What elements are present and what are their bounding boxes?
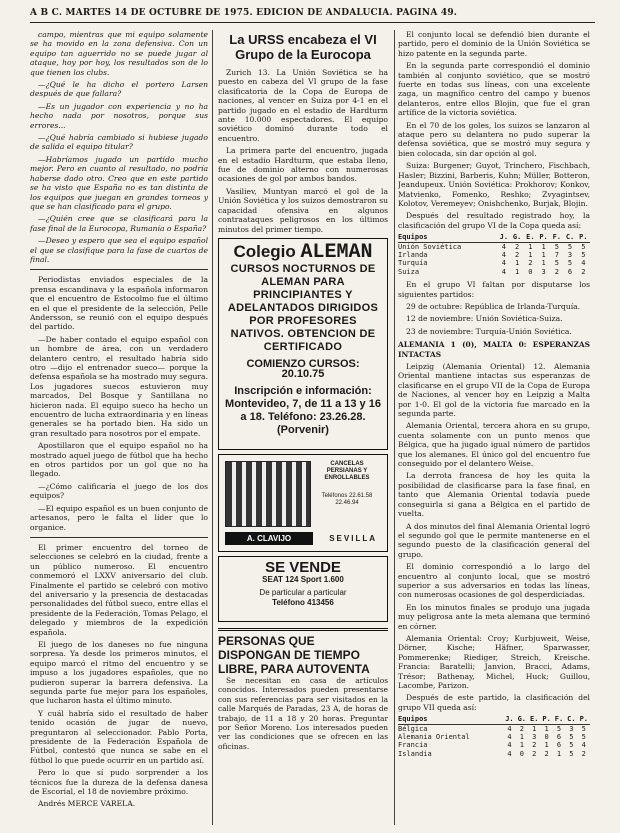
table-cell: 1 [532, 724, 537, 733]
article-paragraph: —De haber contado el equipo español con un hombre de área, con un verdadero delantero centro, el resultado habría sido otro —dijo el entrenador sueco— porque la defensa española se ha mostrado muy segura. Los jugadores suecos estuvieron muy marcados, Del Bosque y Santillana no hicieron nada. El equipo sueco ha hecho un encuentro de lucha extraordinaria y en líneas generales se ha portado bien. Ha sido un gran resultado para nosotros por el empate. [30, 334, 208, 438]
column-header: J. [505, 715, 514, 724]
table-row [398, 741, 590, 749]
article-paragraph: El conjunto local se defendió bien durante el partido, pero el dominio de la Unión Soviética se hizo patente en la segunda parte. [398, 30, 590, 58]
column-header: P. [542, 715, 551, 724]
article-paragraph: Y cuál habría sido el resultado de haber tenido ocasión de jugar de nuevo, preguntaron al seleccionador. Pablo Porta, presidente de la Federación Española de Fútbol, contestó que nunca se sabe en el fútbol lo que puede ocurrir en un partido así. [30, 708, 208, 765]
table-cell: 2 [554, 267, 559, 276]
article-paragraph: En la segunda parte correspondió el dominio también al conjunto soviético, que se mostró fuerte en todas sus líneas, con una excelente zaga, un magnífico centro del campo y buenos delanteros, entre ellos Blojin, que fue el gran artífice de la victoria soviética. [398, 61, 590, 118]
team-name: Francia [398, 741, 428, 750]
ad-phone: Teléfono 413456 [272, 598, 334, 608]
table-cell: 2 [514, 250, 520, 259]
article-subhead: ALEMANIA 1 (0), MALTA 0: ESPERANZAS INTACTAS [398, 340, 590, 359]
table-cell: 1 [519, 741, 524, 750]
table-cell: 5 [581, 250, 586, 259]
table-cell: 4 [501, 267, 506, 276]
table-cell: 5 [567, 259, 573, 268]
table-cell: 4 [507, 733, 512, 742]
column-divider-1 [212, 30, 213, 825]
column-header: F. [550, 233, 563, 242]
table-row [398, 724, 590, 733]
se-vende-ad [218, 556, 388, 622]
table-cell: 6 [556, 733, 562, 742]
team-name: Turquía [398, 259, 428, 268]
table-cell: 2 [581, 749, 586, 758]
team-name: Alemania Oriental [398, 733, 470, 742]
column-header: P. [537, 233, 550, 242]
column-header: F. [554, 715, 564, 724]
column-header: C. [567, 715, 576, 724]
article-paragraph: —¿Cómo calificaría el juego de los dos equipos? [30, 481, 208, 501]
column-header: G. [510, 233, 523, 242]
ad-model: SEAT 124 Sport 1.600 [262, 575, 344, 585]
article-paragraph: En el 70 de los goles, los suizos se lanzaron al ataque pero su delantera no pudo superar la defensa soviética, que se mostró muy segura y bien colocada, sin dar opción al gol. [398, 120, 590, 158]
table-cell: 1 [528, 242, 533, 251]
column-header: P. [579, 715, 588, 724]
table-row [398, 242, 590, 251]
team-alignments: Alemania Oriental: Croy; Kurbjuweit, Weise, Dörner, Kische; Häfner, Sparwasser, Pommerenke; Riediger, Streich, Kreische. Francia: Baratelli; Janvion, Bracci, Adams, Trésor; Bathenay, Michel, Huck; Guillou, Lacombe, Parizon. [398, 633, 590, 690]
table-row [398, 259, 590, 267]
table-cell: 5 [554, 242, 559, 251]
article-paragraph: —El equipo español es un buen conjunto de artesanos, pero le falta el líder que lo organice. [30, 503, 208, 532]
article-paragraph: Leipzig (Alemania Oriental) 12. Alemania Oriental mantiene intactas sus esperanzas de clasificarse en el grupo VII de la Copa de Europa de Naciones, al vencer hoy en Leipzig a Malta por 1-0. El gol de la victoria fue marcado en la segunda parte. [398, 362, 590, 419]
article-paragraph: El primer encuentro del torneo de selecciones se celebró en la ciudad, frente a un público numeroso. El encuentro conmemoró el LXXV aniversario del club. Finalmente el partido se celebró con motivo del aniversario y la presencia de destacadas personalidades del fútbol sueco, entre ellas el presidente de la Federación, Tomas Pelago, el delegado y miembros de la expedición española. [30, 542, 208, 637]
table-cell: 2 [532, 741, 537, 750]
table-cell: 1 [541, 242, 546, 251]
article-paragraph: campo, mientras que mi equipo solamente se ha movido en la zona defensiva. Con un equipo tan aguerrido no se puede jugar al ataque, hoy por hoy, los resultados son de lo que tienen los clubs. [30, 30, 208, 77]
ad-title: SE VENDE [265, 558, 341, 576]
column-header: E. [529, 715, 539, 724]
table-cell: 4 [501, 242, 506, 251]
article-paragraph: —Deseo y espero que sea el equipo español el que se clasifique para la fase de cuartos de final. [30, 236, 208, 264]
table-cell: 1 [514, 267, 520, 276]
fixture-item: 23 de noviembre: Turquía-Unión Soviética. [406, 326, 572, 336]
team-name: Bélgica [398, 724, 428, 733]
ad-phone: Teléfonos 22.61.58 22.46.94 [321, 492, 373, 506]
header-rule [30, 22, 595, 23]
personas-ad [218, 628, 388, 751]
table-cell: 2 [514, 242, 520, 251]
table-cell: 1 [544, 741, 549, 750]
table-cell: 5 [556, 724, 562, 733]
table-row [398, 750, 590, 758]
table-header-row [398, 233, 590, 242]
article-paragraph: Apostillaron que el equipo español no ha mostrado aquel juego de fútbol que ha hecho en otros partidos por un gol que no ha llegado. [30, 441, 208, 479]
middle-column [218, 30, 388, 830]
column-header: Equipos [398, 715, 503, 724]
article-paragraph: En los minutos finales se produjo una jugada muy peligrosa ante la meta alemana que terminó en córner. [398, 602, 590, 631]
fixtures-intro: En el grupo VI faltan por disputarse los siguientes partidos: [398, 280, 590, 299]
article-paragraph: —¿Qué le ha dicho el portero Larsen después de que fallara? [30, 80, 208, 99]
table-cell: 6 [567, 267, 573, 276]
page-header: A B C. MARTES 14 DE OCTUBRE DE 1975. EDICION DE ANDALUCIA. PAGINA 49. [30, 8, 458, 18]
table-row [398, 733, 590, 741]
table-cell: 1 [544, 724, 549, 733]
column-header: J. [497, 233, 510, 242]
table-cell: 2 [528, 259, 533, 268]
team-name: Islandia [398, 749, 432, 758]
article-paragraph: —¿Quién cree que se clasificará para la fase final de la Eurocopa, Rumanía o España? [30, 214, 208, 233]
column-header: Equipos [398, 233, 497, 242]
table-row [398, 268, 590, 276]
table-cell: 2 [581, 267, 586, 276]
article-byline: Andrés MERCE VARELA. [38, 799, 136, 809]
standings-intro: Después de este partido, la clasificación del grupo VII queda así: [398, 693, 590, 712]
article-paragraph: —Es un jugador con experiencia y no ha hecho nada por nosotros, porque sus errores... [30, 101, 208, 130]
ad-headline: PERSONAS QUE DISPONGAN DE TIEMPO LIBRE, PARA AUTOVENTA [218, 633, 370, 676]
table-row [398, 251, 590, 259]
table-cell: 1 [519, 733, 524, 742]
table-cell: 2 [519, 724, 524, 733]
table-cell: 3 [541, 267, 546, 276]
ad-brand: A. CLAVIJO [225, 532, 313, 545]
table-cell: 4 [507, 724, 512, 733]
article-paragraph: Pero lo que sí pudo sorprender a los técnicos fue la dureza de la defensa danesa de Escorial, el 18 de noviembre próximo. [30, 768, 208, 797]
table-cell: 5 [569, 741, 574, 750]
column-header: C. [563, 233, 576, 242]
table-cell: 4 [501, 259, 506, 268]
table-cell: 5 [567, 242, 573, 251]
table-cell: 5 [554, 259, 559, 268]
section-divider [30, 537, 208, 538]
team-name: Suiza [398, 267, 420, 276]
fixture-item: 12 de noviembre: Unión Soviética-Suiza. [406, 314, 563, 324]
table-header-row [398, 715, 590, 724]
table-cell: 1 [541, 259, 546, 268]
article-paragraph: —¿Qué habría cambiado si hubiese jugado de salida el equipo titular? [30, 133, 208, 152]
table-cell: 0 [528, 267, 533, 276]
column-divider-2 [394, 30, 395, 825]
table-cell: 5 [569, 749, 574, 758]
standings-table-group-7 [398, 715, 590, 758]
table-cell: 0 [519, 749, 524, 758]
article-paragraph: Zurich 13. La Unión Soviética se ha puesto en cabeza del VI grupo de la fase clasificatoria de la Copa de Europa de naciones, al vencer en Suiza por 4-1 en el partido jugado en el estadio de Hardturm ante 10.000 espectadores. El equipo soviético dominó durante todo el encuentro. [218, 68, 388, 143]
team-lineups: Suiza: Burgener; Guyot, Trinchero, Fischbach, Hasler; Bizzini, Barberis, Kuhn; Müller, Botteron, Jeandupeux. Unión Soviética: Prokhorov; Konkov, Matvienko, Fomenko, Reshko; Zvyagintsev, Kolotov, Veremeyev; Onishchenko, Burjak, Blojin. [398, 161, 590, 208]
shutters-illustration [225, 461, 311, 527]
ad-body: CURSOS NOCTURNOS DE ALEMAN PARA PRINCIPIANTES Y ADELANTADOS DIRIGIDOS POR PROFESORES NATIVOS. OBTENCION DE CERTIFICADO [227, 263, 379, 354]
table-cell: 1 [541, 250, 546, 259]
ad-title-prefix: Colegio [233, 241, 296, 261]
ad-product: CANCELAS PERSIANAS Y ENROLLABLES [324, 460, 370, 481]
article-paragraph: El juego de los daneses no fue ninguna sorpresa. Ya desde los primeros minutos, el equipo marcó el ritmo del encuentro y se impuso a los jugadores españoles, que no pudieron superar la barrera defensiva. La segunda parte fue mejor para los españoles, que lucharon hasta el último minuto. [30, 639, 208, 706]
table-cell: 2 [532, 749, 537, 758]
article-paragraph: —Habríamos jugado un partido mucho mejor. Pero en cuanto al resultado, no podría haberse dado otro. Creo que en este partido se ha visto que España no es tan distinta de los equipos que juegan en grandes torneos y que se han clasificado para el grupo. [30, 154, 208, 211]
column-header: P. [577, 233, 590, 242]
column-header: E. [524, 233, 537, 242]
fixture-item: 29 de octubre: República de Irlanda-Turquía. [406, 301, 581, 311]
table-cell: 6 [556, 741, 562, 750]
right-column [398, 30, 590, 830]
ad-title [224, 240, 382, 264]
ad-title-name: ALEMAN [300, 240, 373, 264]
table-cell: 4 [581, 259, 586, 268]
table-cell: 4 [581, 741, 586, 750]
article-paragraph: Vasiliev, Muntyan marcó el gol de la Unión Soviética y los suizos demostraron su capacidad ofensiva en algunos contraataques peligrosos en los últimos minutos del primer tiempo. [218, 186, 388, 234]
table-cell: 4 [507, 741, 512, 750]
column-header: G. [517, 715, 527, 724]
article-paragraph: Periodistas enviados especiales de la prensa escandinava y la española informaron que el encuentro de Estocolmo fue el último en el que el presidente de la selección, Pelle Andersson, se reunió con el equipo después del partido. [30, 275, 208, 332]
left-column [30, 30, 208, 830]
table-cell: 1 [528, 250, 533, 259]
standings-table-group-6 [398, 233, 590, 276]
table-cell: 3 [532, 733, 537, 742]
table-cell: 4 [507, 749, 512, 758]
ad-note: De particular a particular [259, 587, 347, 597]
colegio-aleman-ad [218, 238, 388, 450]
table-cell: 1 [514, 259, 520, 268]
table-cell: 5 [569, 733, 574, 742]
table-cell: 3 [569, 724, 574, 733]
ad-info: Inscripción e información: Montevideo, 7, de 11 a 13 y 16 a 18. Teléfono: 23.26.28. (Porvenir) [225, 385, 381, 437]
team-name: Irlanda [398, 250, 428, 259]
table-cell: 2 [544, 749, 549, 758]
article-paragraph: La derrota francesa de hoy les quita la posibilidad de clasificarse para la fase final, en tanto que Alemania Oriental todavía puede conseguirla si gana a Bélgica en el partido de vuelta. [398, 471, 590, 519]
table-cell: 5 [581, 724, 586, 733]
section-divider [30, 269, 208, 270]
article-paragraph: La primera parte del encuentro, jugada en el estadio Hardturm, que estaba lleno, fue de dominio alterno con numerosas ocasiones de gol por ambos bandos. [218, 146, 388, 184]
article-paragraph: A dos minutos del final Alemania Oriental logró el segundo gol que le permite mantenerse en el segundo puesto de la clasificación general del grupo. [398, 521, 590, 559]
ad-city: SEVILLA [329, 533, 377, 543]
table-cell: 5 [581, 242, 586, 251]
article-paragraph: Alemania Oriental, tercera ahora en su grupo, cuenta solamente con un punto menos que Bélgica, que ha jugado igual número de partidos que los alemanes. El único gol del encuentro fue conseguido por el delantero Weise. [398, 421, 590, 469]
article-headline: La URSS encabeza el VI Grupo de la Eurocopa [229, 32, 377, 62]
article-paragraph: El dominio correspondió a lo largo del encuentro al conjunto local, que se mostró superior a sus adversarios en todas las líneas, con numerosas ocasiones de gol desperdiciadas. [398, 562, 590, 600]
table-cell: 7 [554, 250, 559, 259]
ad-start-date: COMIENZO CURSOS: 20.10.75 [246, 358, 360, 380]
table-cell: 3 [567, 250, 573, 259]
table-cell: 0 [544, 733, 549, 742]
standings-intro: Después del resultado registrado hoy, la clasificación del grupo VI de la Copa queda así: [398, 211, 590, 230]
ad-text: Se necesitan en casa de artículos conocidos. Interesados pueden presentarse con sus referencias para ser visitados en la calle Marqués de Paradas, 23 A, de horas de trabajo, de 11 a 18 y 20 horas. Preguntar por Señor Moreno. Los interesados pueden ver las condiciones que se ofrecen en las oficinas. [218, 675, 388, 751]
team-name: Unión Soviética [398, 242, 462, 251]
table-cell: 5 [581, 733, 586, 742]
clavijo-ad [218, 454, 388, 552]
table-cell: 1 [556, 749, 562, 758]
table-cell: 4 [501, 250, 506, 259]
